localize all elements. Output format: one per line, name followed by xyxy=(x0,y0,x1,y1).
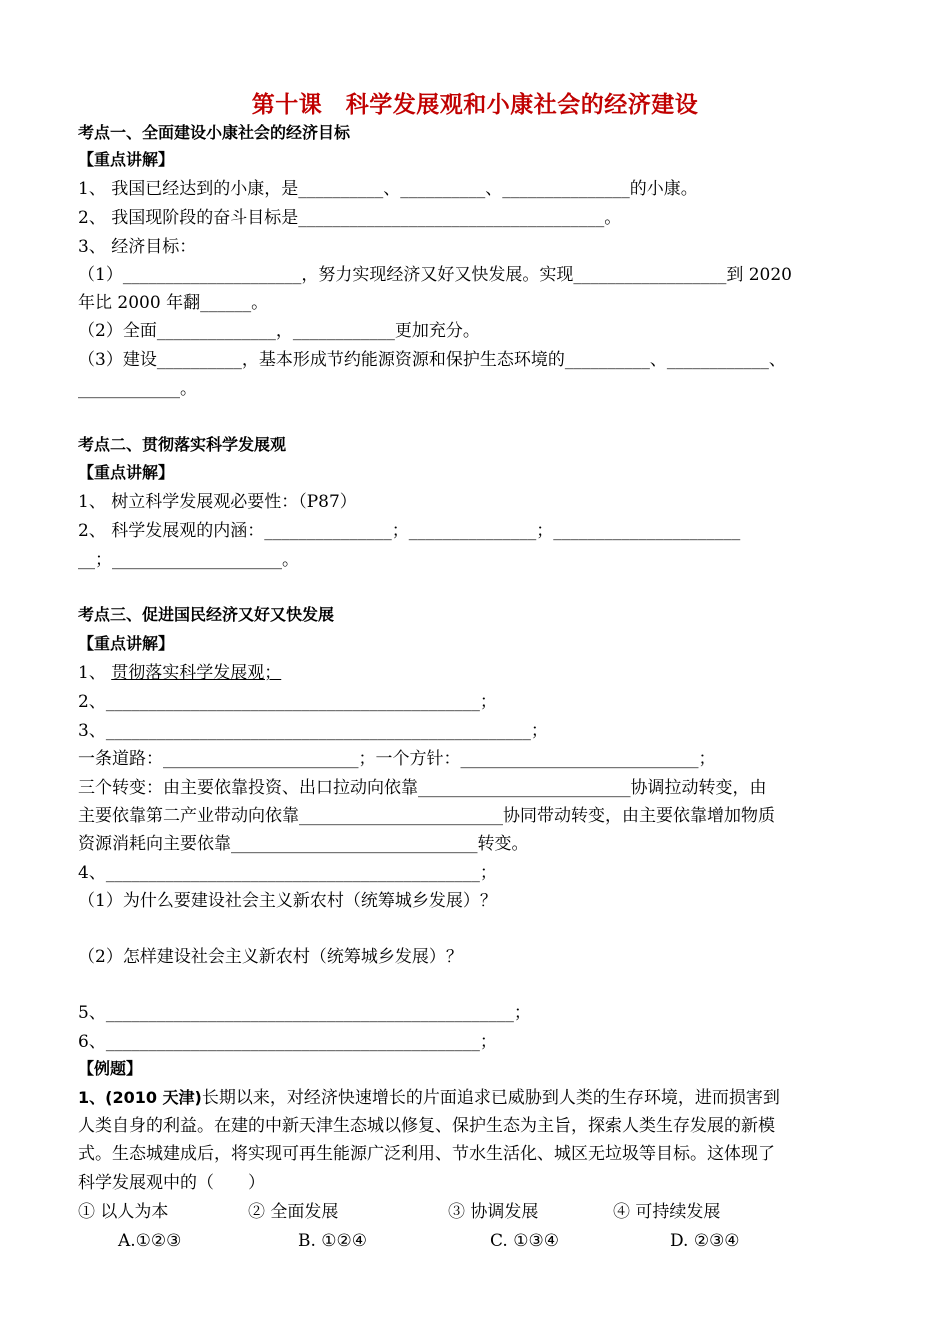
example-item-4: ④ 可持续发展 xyxy=(613,1202,721,1222)
s1-line6: （2）全面______________，____________更加充分。 xyxy=(78,321,480,341)
s3-line7: 资源消耗向主要依靠_____________________________转变。 xyxy=(78,834,529,854)
example-items xyxy=(78,1199,878,1225)
choice-b[interactable]: B. ①②④ xyxy=(298,1231,368,1251)
choice-a[interactable]: A.①②③ xyxy=(118,1231,182,1251)
s2-line2: 2、 科学发展观的内涵：_______________；_______________；______________________ xyxy=(78,521,741,541)
s3-line8: 4、____________________________________________； xyxy=(78,863,497,883)
example-choices xyxy=(118,1228,918,1254)
s3-line1-text: 贯彻落实科学发展观； xyxy=(111,663,282,683)
s3-line1 xyxy=(78,660,878,686)
example-text1: 长期以来，对经济快速增长的片面追求已威胁到人类的生存环境，进而损害到 xyxy=(201,1088,780,1108)
s1-line7: （3）建设__________，基本形成节约能源资源和保护生态环境的__________、____________、 xyxy=(78,350,786,370)
s3-line10: 6、____________________________________________； xyxy=(78,1032,497,1052)
section3-heading: 考点三、促进国民经济又好又快发展 xyxy=(78,605,335,624)
s3-line2: 2、____________________________________________； xyxy=(78,692,497,712)
example-key-label: 【例题】 xyxy=(78,1059,143,1078)
example-para1 xyxy=(78,1085,878,1111)
s3-line3: 3、__________________________________________________； xyxy=(78,721,548,741)
s1-line3: 3、 经济目标： xyxy=(78,237,197,257)
section2-heading: 考点二、贯彻落实科学发展观 xyxy=(78,435,287,454)
example-number: 1、 xyxy=(78,1088,106,1107)
s3-line6: 主要依靠第二产业带动向依靠________________________协同带动转变，由主要依靠增加物质 xyxy=(78,806,775,826)
page-title xyxy=(0,86,950,119)
example-para2: 人类自身的利益。在建的中新天津生态城以修复、保护生态为主旨，探索人类生存发展的新模 xyxy=(78,1116,775,1136)
s1-line4: （1）_____________________，努力实现经济又好又快发展。实现__________________到 2020 xyxy=(78,265,792,285)
s3-line4: 一条道路：_______________________；一个方针：____________________________； xyxy=(78,749,716,769)
section1-key-label: 【重点讲解】 xyxy=(78,150,175,169)
section2-key-label: 【重点讲解】 xyxy=(78,463,175,482)
s1-line5: 年比 2000 年翻______。 xyxy=(78,293,269,313)
s3-line9: 5、________________________________________________； xyxy=(78,1003,531,1023)
section3-key-label: 【重点讲解】 xyxy=(78,634,175,653)
example-para4: 科学发展观中的（ ） xyxy=(78,1173,265,1193)
s2-line1: 1、 树立科学发展观必要性：（P87） xyxy=(78,492,357,512)
s3-line5: 三个转变：由主要依靠投资、出口拉动向依靠_________________________协调拉动转变，由 xyxy=(78,778,767,798)
example-item-2: ② 全面发展 xyxy=(248,1202,339,1222)
s3-question2: （2）怎样建设社会主义新农村（统筹城乡发展）？ xyxy=(78,947,463,967)
example-para3: 式。生态城建成后，将实现可再生能源广泛利用、节水生活化、城区无垃圾等目标。这体现了 xyxy=(78,1144,775,1164)
example-source: (2010 天津) xyxy=(105,1088,202,1107)
page-title-text: 第十课 科学发展观和小康社会的经济建设 xyxy=(251,91,699,118)
s3-line1-num: 1、 xyxy=(78,663,106,683)
s2-line3: __；____________________。 xyxy=(78,550,299,570)
s3-question1: （1）为什么要建设社会主义新农村（统筹城乡发展）？ xyxy=(78,891,497,911)
s1-line8: ____________。 xyxy=(78,379,197,399)
example-item-3: ③ 协调发展 xyxy=(448,1202,539,1222)
example-item-1: ① 以人为本 xyxy=(78,1202,169,1222)
section1-heading: 考点一、全面建设小康社会的经济目标 xyxy=(78,123,351,142)
s1-line1: 1、 我国已经达到的小康，是__________、__________、_______________的小康。 xyxy=(78,179,698,199)
choice-d[interactable]: D. ②③④ xyxy=(670,1231,740,1251)
choice-c[interactable]: C. ①③④ xyxy=(490,1231,559,1251)
s1-line2: 2、 我国现阶段的奋斗目标是____________________________________。 xyxy=(78,208,622,228)
